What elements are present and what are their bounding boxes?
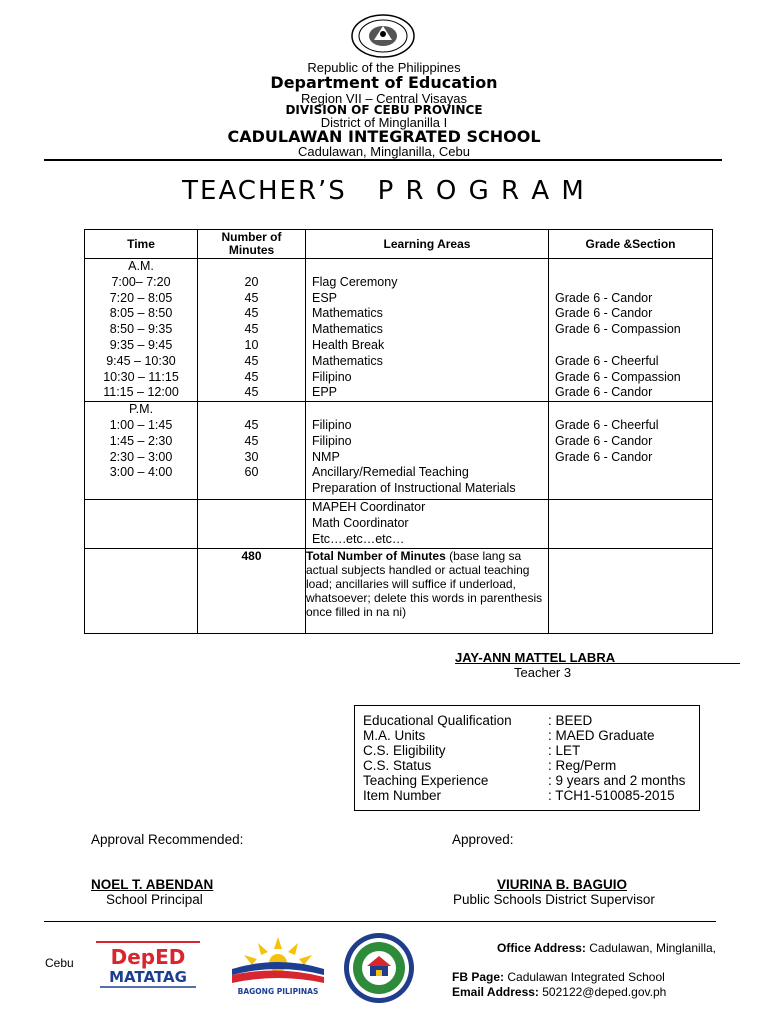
supervisor-name: VIURINA B. BAGUIO: [497, 877, 628, 892]
pm-learning-areas: Filipino Filipino NMP Ancillary/Remedial Teaching Preparation of Instructional Materials: [306, 402, 549, 500]
email-address-value: 502122@deped.gov.ph: [538, 985, 667, 999]
page-title: [0, 176, 768, 206]
deped-seal-icon: [350, 14, 416, 58]
department-name: Department of Education: [270, 73, 498, 92]
matatag-logo-text: MATATAG: [109, 968, 187, 986]
pm-grade-sections: Grade 6 - Cheerful Grade 6 - Candor Grade 6 - Candor: [549, 402, 713, 500]
teacher-signature-line: [455, 663, 740, 664]
qualification-label: M.A. Units: [363, 728, 426, 743]
region-line: Region VII – Central Visayas: [301, 91, 467, 106]
fb-page-value: Cadulawan Integrated School: [504, 970, 665, 984]
table-header-row: [85, 230, 713, 259]
qualification-value: : MAED Graduate: [548, 728, 655, 743]
qualification-row: [363, 743, 581, 758]
email-address: [452, 985, 666, 999]
fb-page: [452, 970, 665, 984]
deped-logo-text: DepED: [110, 945, 186, 969]
deped-matatag-logo-icon: [92, 940, 204, 990]
qualification-value: : LET: [548, 743, 581, 758]
office-address-label: Office Address:: [497, 941, 586, 955]
col-header-minutes: Number of Minutes: [198, 230, 306, 259]
qualification-row: [363, 758, 617, 773]
total-minutes-value: 480: [198, 548, 306, 633]
teacher-name: JAY-ANN MATTEL LABRA: [455, 650, 616, 665]
total-minutes-label: Total Number of Minutes: [306, 548, 446, 563]
coord-minutes-empty: [198, 500, 306, 548]
division-line: DIVISION OF CEBU PROVINCE: [285, 103, 483, 117]
qualification-label: C.S. Status: [363, 758, 432, 773]
qualification-row: [363, 728, 655, 743]
qualification-row: [363, 713, 593, 728]
bagong-pilipinas-logo-text: BAGONG PILIPINAS: [237, 987, 319, 996]
header-divider: [44, 159, 722, 161]
table-row-am: [85, 259, 713, 402]
footer-divider: [44, 921, 716, 922]
total-minutes-explanation: (base lang sa actual subjects handled or actual teaching load; ancillaries will suffice if underload, whatsoever; delete this words in parenthesis once filled in na ni): [306, 548, 543, 619]
district-line: District of Minglanilla I: [320, 115, 448, 130]
email-address-label: Email Address:: [452, 985, 539, 999]
col-header-grade: Grade &Section: [549, 230, 713, 259]
total-grade-empty: [549, 548, 713, 633]
qualification-value: : 9 years and 2 months: [548, 773, 686, 788]
office-address: [497, 941, 716, 955]
col-header-time: Time: [85, 230, 198, 259]
am-grade-sections: Grade 6 - Candor Grade 6 - Candor Grade 6 - Compassion Grade 6 - Cheerful Grade 6 - Compassion Grade 6 - Candor: [549, 259, 713, 402]
col-header-areas: Learning Areas: [306, 230, 549, 259]
pm-minutes: 45 45 30 60: [198, 402, 306, 500]
total-time-empty: [85, 548, 198, 633]
am-minutes: 20 45 45 45 10 45 45 45: [198, 259, 306, 402]
footer-cebu-text: Cebu: [45, 956, 74, 970]
qualifications-box: [354, 705, 700, 811]
table-row-coordinator: [85, 500, 713, 548]
teacher-program-table: [84, 229, 713, 634]
qualification-value: : Reg/Perm: [548, 758, 617, 773]
qualification-value: : TCH1-510085-2015: [548, 788, 675, 803]
page-title-text: TEACHER’S P R O G R A M: [182, 176, 586, 206]
table-row-pm: [85, 402, 713, 500]
am-learning-areas: Flag Ceremony ESP Mathematics Mathematics Health Break Mathematics Filipino EPP: [306, 259, 549, 402]
approval-recommended-label: Approval Recommended:: [91, 832, 244, 847]
bagong-pilipinas-logo-icon: [228, 935, 328, 997]
qualification-label: C.S. Eligibility: [363, 743, 446, 758]
total-minutes-note: [306, 548, 549, 633]
coord-grade-empty: [549, 500, 713, 548]
principal-name: NOEL T. ABENDAN: [91, 877, 214, 892]
republic-line: Republic of the Philippines: [307, 60, 461, 75]
pm-times: P.M. 1:00 – 1:45 1:45 – 2:30 2:30 – 3:00 3:00 – 4:00: [85, 402, 198, 500]
qualification-label: Teaching Experience: [363, 773, 489, 788]
qualification-label: Educational Qualification: [363, 713, 512, 728]
fb-page-label: FB Page:: [452, 970, 505, 984]
approved-label: Approved:: [452, 832, 514, 847]
table-row-total: [85, 548, 713, 633]
school-address: Cadulawan, Minglanilla, Cebu: [298, 144, 470, 159]
teacher-position: Teacher 3: [514, 665, 572, 680]
qualification-row: [363, 788, 675, 803]
supervisor-position: Public Schools District Supervisor: [453, 892, 655, 907]
qualification-row: [363, 773, 686, 788]
office-address-value: Cadulawan, Minglanilla,: [585, 941, 716, 955]
school-seal-icon: [343, 932, 415, 1004]
am-times: A.M. 7:00– 7:20 7:20 – 8:05 8:05 – 8:50 8:50 – 9:35 9:35 – 9:45 9:45 – 10:30 10:30 – 11:15 11:15 – 12:00: [85, 259, 198, 402]
school-name: CADULAWAN INTEGRATED SCHOOL: [227, 127, 541, 146]
coord-time-empty: [85, 500, 198, 548]
qualification-label: Item Number: [363, 788, 442, 803]
qualification-value: : BEED: [548, 713, 593, 728]
coordinator-roles: MAPEH Coordinator Math Coordinator Etc….etc…etc…: [306, 500, 549, 548]
principal-position: School Principal: [106, 892, 203, 907]
